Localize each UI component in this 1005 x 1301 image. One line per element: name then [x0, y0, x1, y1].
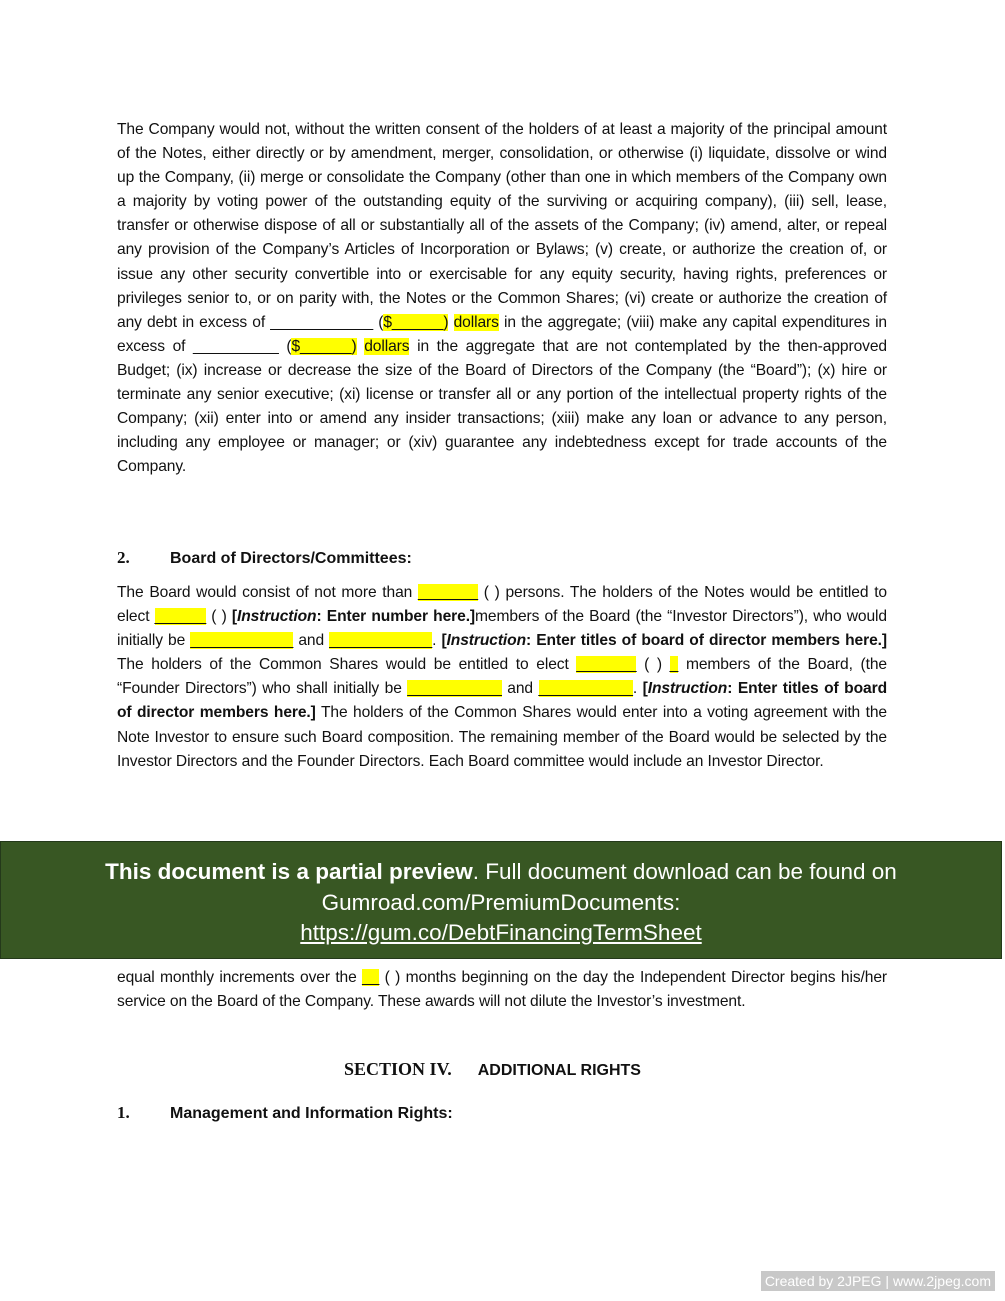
highlighted-blank: _______ [576, 656, 637, 674]
watermark: Created by 2JPEG | www.2jpeg.com [761, 1271, 995, 1291]
instruction-text: Instruction [446, 632, 527, 650]
preview-banner [0, 841, 1002, 959]
section-heading-management [117, 1103, 453, 1123]
instruction-text: : Enter titles of board of director members here.] [526, 632, 887, 650]
highlighted-blank: __ [362, 969, 380, 986]
text-run: ( ) [206, 608, 232, 626]
text-run: ( ) months beginning on the day the Independent Director begins his/her service on the Board of the Company. These awards will not dilute the Investor’s investment. [117, 969, 887, 1011]
text-run: members of the Board, (the “Founder Directors”) who shall initially be [117, 656, 887, 698]
highlighted-blank: ____________ [190, 632, 294, 650]
section-number: SECTION IV. [344, 1059, 452, 1079]
highlighted-blank: ___________ [538, 680, 633, 698]
heading-title: Management and Information Rights: [170, 1105, 453, 1122]
highlighted-blank: ______ [154, 608, 207, 626]
text-run: and [501, 680, 539, 698]
paragraph-protective-provisions [117, 118, 887, 479]
text-run: equal monthly increments over the [117, 969, 363, 986]
instruction-text: Instruction [237, 608, 317, 626]
instruction-text: : Enter number here.] [316, 608, 476, 626]
highlighted-blank: dollars [364, 337, 410, 355]
highlighted-blank: $______) [291, 337, 357, 355]
highlighted-blank: $______) [383, 313, 449, 331]
banner-bold-text: This document is a partial preview [105, 859, 473, 884]
instruction-text: [ [231, 608, 238, 626]
highlighted-blank: ___________ [407, 680, 502, 698]
section-iv-heading [344, 1059, 641, 1080]
highlighted-blank: ____________ [329, 632, 433, 650]
paragraph-board-composition [117, 581, 887, 774]
heading-number: 1. [117, 1103, 130, 1122]
text-run: The Board would consist of not more than [117, 584, 418, 601]
banner-text: . Full document download can be found on Gumroad.com/PremiumDocuments: [321, 859, 897, 915]
text-run: The Company would not, without the written consent of the holders of at least a majority of the principal amount of the Notes, either directly or by amendment, merger, consolidation, or otherwise (i) liquidate, dissolve or wind up the Company, (ii) merge or consolidate the Company (other than one in which members of the Company own a majority by voting power of the outstanding equity of the surviving or acquiring company), (iii) sell, lease, transfer or otherwise dispose of all or substantially all of the assets of the Company; (iv) amend, alter, or repeal any provision of the Company’s Articles of Incorporation or Bylaws; (v) create, or authorize the creation of, or issue any other security convertible into or exercisable for any equity security, having rights, preferences or privileges senior to, or on parity with, the Notes or the Common Shares; (vi) create or authorize the creation of any debt in excess of ____________ ( [117, 121, 887, 331]
text-run: The holders of the Common Shares would be entitled to elect [117, 656, 577, 674]
heading-title: Board of Directors/Committees: [170, 550, 412, 567]
text-run [448, 314, 453, 331]
text-run: ( ) [636, 656, 670, 674]
text-run: The holders of the Common Shares would enter into a voting agreement with the Note Investor to ensure such Board composition. The remaining member of the Board would be selected by the Investor Directors and the Founder Directors. Each Board committee would include an Investor Director. [117, 704, 888, 770]
text-run: ( ) persons. The holders of the Notes would be entitled to elect [117, 584, 887, 626]
instruction-text: Instruction [647, 680, 728, 698]
text-run: in the aggregate that are not contemplated by the then-approved Budget; (ix) increase or decrease the size of the Board of Directors of the Company (the “Board”); (x) hire or terminate any senior executive; (xi) license or transfer all or any portion of the intellectual property rights of the Company; (xii) enter into or amend any insider transactions; (xiii) make any loan or advance to any person, including any employee or manager; or (xiv) guarantee any indebtedness except for trade accounts of the Company. [117, 337, 887, 476]
paragraph-independent-director [117, 966, 887, 1014]
heading-number: 2. [117, 548, 130, 567]
text-run: . [432, 632, 442, 650]
highlighted-blank: dollars [453, 313, 499, 331]
section-title: ADDITIONAL RIGHTS [477, 1062, 641, 1079]
section-heading-board [117, 548, 412, 568]
highlighted-blank: _______ [418, 584, 479, 601]
text-run: and [293, 632, 330, 650]
instruction-text: : Enter titles of board of director members here.] [117, 680, 888, 722]
instruction-text: [ [441, 632, 447, 650]
highlighted-blank: _ [669, 656, 679, 674]
text-run: . [632, 680, 643, 698]
text-run: members of the Board (the “Investor Directors”), who would initially be [117, 608, 887, 650]
download-link[interactable]: https://gum.co/DebtFinancingTermSheet [300, 920, 702, 945]
instruction-text: [ [642, 680, 648, 698]
text-run: in the aggregate; (viii) make any capital expenditures in excess of __________ ( [117, 313, 888, 355]
